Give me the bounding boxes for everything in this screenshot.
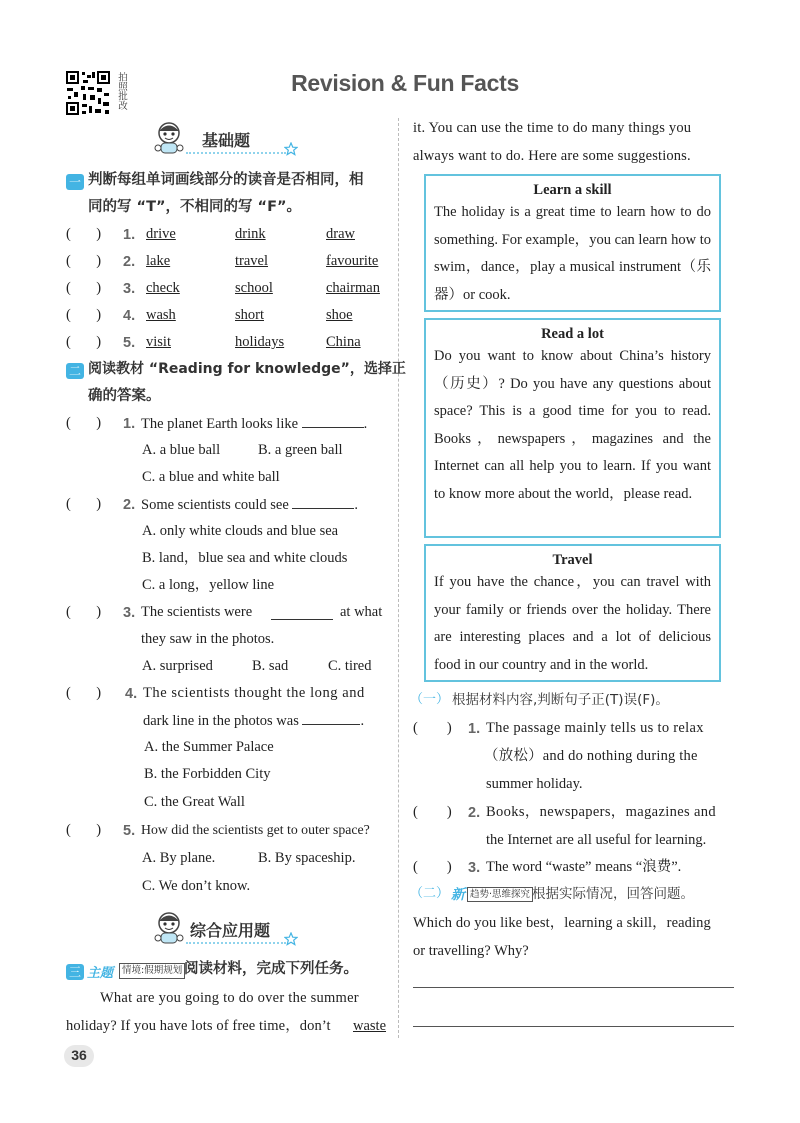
answer-line[interactable] <box>413 987 734 988</box>
option[interactable]: C. tired <box>328 658 372 674</box>
subsection-mark-1: （一） <box>410 692 450 707</box>
page-title: Revision & Fun Facts <box>291 70 519 96</box>
section-title-underline <box>186 942 286 944</box>
word: short <box>235 307 264 323</box>
box-body: The holiday is a great time to learn how to do something. For example，you can learn how to swim，dance，play a musical instrument（乐器）or cook. <box>434 204 711 303</box>
option[interactable]: A. only white clouds and blue sea <box>142 523 339 539</box>
word: chairman <box>326 280 380 296</box>
question-text: dark line in the photos was <box>143 713 299 729</box>
section-badge-3: 三 <box>66 964 84 980</box>
word: check <box>146 280 180 296</box>
option[interactable]: B. a green ball <box>258 442 343 458</box>
open-question: Which do you like best，learning a skill，reading <box>413 915 711 931</box>
subsection-mark-2: （二） <box>410 886 450 901</box>
intro-text: What are you going to do over the summer <box>100 990 359 1006</box>
option[interactable]: C. a long，yellow line <box>142 577 275 593</box>
star-icon <box>284 142 298 161</box>
item-number: 4. <box>123 308 136 324</box>
answer-bracket[interactable]: ( ) <box>66 226 102 242</box>
open-question: or travelling? Why? <box>413 943 529 959</box>
option[interactable]: A. By plane. <box>142 850 216 866</box>
q3-header: 阅读材料，完成下列任务。 <box>184 961 358 977</box>
answer-blank[interactable] <box>271 607 333 620</box>
item-number: 2. <box>123 254 136 270</box>
q2-header-line2: 确的答案。 <box>88 388 161 404</box>
item-number: 5. <box>123 823 136 839</box>
tf-header: 根据材料内容,判断句子正(T)误(F)。 <box>452 692 669 708</box>
applied-section-title: 综合应用题 <box>190 921 271 940</box>
item-number: 3. <box>123 281 136 297</box>
answer-bracket[interactable]: ( ) <box>66 822 102 838</box>
word: holidays <box>235 334 285 350</box>
word: drink <box>235 226 266 242</box>
q2-header-line1: 阅读教材 “Reading for knowledge”，选择正 <box>88 361 406 377</box>
option[interactable]: C. the Great Wall <box>144 794 245 810</box>
item-number: 2. <box>123 497 136 513</box>
period: . <box>363 416 368 432</box>
question-stem <box>141 415 367 433</box>
intro-text: it. You can use the time to do many things you <box>413 120 692 136</box>
period: . <box>360 713 365 729</box>
option[interactable]: C. We don’t know. <box>142 878 251 894</box>
intro-text: always want to do. Here are some suggestions. <box>413 148 691 164</box>
question-text: The scientists thought the long and <box>143 685 365 701</box>
answer-bracket[interactable]: ( ) <box>413 804 452 820</box>
option[interactable]: B. sad <box>252 658 289 674</box>
star-icon <box>284 932 298 951</box>
answer-blank[interactable] <box>292 496 354 509</box>
option[interactable]: A. the Summer Palace <box>144 739 274 755</box>
answer-bracket[interactable]: ( ) <box>66 496 102 512</box>
word: visit <box>146 334 171 350</box>
box-body: Do you want to know about China’s history（历史）? Do you have any questions about space? This is a good time for you to read. Books，newspapers，magazines and the Internet can all help you to learn. If you want to know more about the world，please read. <box>434 348 711 502</box>
item-number: 1. <box>123 416 136 432</box>
column-divider <box>398 118 399 1038</box>
trend-tag: 趋势·思维探究 <box>467 887 533 902</box>
section-badge-2: 二 <box>66 363 84 379</box>
answer-bracket[interactable]: ( ) <box>66 253 102 269</box>
question-text: they saw in the photos. <box>141 631 275 647</box>
box-title: Travel <box>552 552 593 568</box>
qr-code <box>65 70 111 116</box>
item-number: 4. <box>125 686 138 702</box>
answer-bracket[interactable]: ( ) <box>66 280 102 296</box>
word: favourite <box>326 253 379 269</box>
option[interactable]: B. By spaceship. <box>258 850 356 866</box>
option[interactable]: A. a blue ball <box>142 442 221 458</box>
word: school <box>235 280 273 296</box>
basic-section-title: 基础题 <box>202 131 251 150</box>
question-text: （放松）and do nothing during the <box>484 748 698 764</box>
word: wash <box>146 307 176 323</box>
question-stem <box>141 496 358 514</box>
intro-text-underlined: waste <box>353 1018 387 1034</box>
qr-caption: 拍照批改 <box>116 72 127 110</box>
answer-bracket[interactable]: ( ) <box>66 685 102 701</box>
section-badge-1: 一 <box>66 174 84 190</box>
option[interactable]: A. surprised <box>142 658 213 674</box>
new-tag: 新 <box>451 887 465 903</box>
box-title: Learn a skill <box>533 182 612 198</box>
option[interactable]: C. a blue and white ball <box>142 469 280 485</box>
mascot-icon <box>152 120 186 156</box>
word: China <box>326 334 361 350</box>
question-stem <box>143 712 364 730</box>
question-text: The planet Earth looks like <box>141 416 299 432</box>
question-text: The scientists were <box>141 604 253 620</box>
q1-header-line1: 判断每组单词画线部分的读音是否相同，相 <box>88 172 364 188</box>
open-header: 根据实际情况，回答问题。 <box>532 886 694 902</box>
question-text: The word “waste” means “浪费”. <box>486 859 682 875</box>
q1-header-line2: 同的写 “T”，不相同的写 “F”。 <box>88 199 302 215</box>
option[interactable]: B. land，blue sea and white clouds <box>142 550 348 566</box>
question-text: How did the scientists get to outer space? <box>141 822 370 837</box>
option[interactable]: B. the Forbidden City <box>144 766 271 782</box>
page-number: 36 <box>71 1047 87 1063</box>
question-text: the Internet are all useful for learning. <box>486 832 707 848</box>
answer-bracket[interactable]: ( ) <box>66 415 102 431</box>
word: travel <box>235 253 269 269</box>
box-body: If you have the chance，you can travel with your family or friends over the holiday. There are interesting places and a lot of delicious food in our country and in the world. <box>434 574 711 673</box>
item-number: 1. <box>468 721 481 737</box>
suggestion-box-learn <box>424 174 721 312</box>
question-text: Some scientists could see <box>141 497 289 513</box>
question-text: The passage mainly tells us to relax <box>486 720 704 736</box>
item-number: 2. <box>468 805 481 821</box>
answer-bracket[interactable]: ( ) <box>66 604 102 620</box>
period: . <box>354 497 359 513</box>
item-number: 5. <box>123 335 136 351</box>
box-title: Read a lot <box>541 326 604 342</box>
suggestion-box-travel <box>424 544 721 682</box>
question-text: summer holiday. <box>486 776 583 792</box>
item-number: 1. <box>123 227 136 243</box>
item-number: 3. <box>468 860 481 876</box>
answer-blank[interactable] <box>302 712 360 725</box>
answer-bracket[interactable]: ( ) <box>66 307 102 323</box>
answer-bracket[interactable]: ( ) <box>413 859 452 875</box>
answer-blank[interactable] <box>302 415 364 428</box>
item-number: 3. <box>123 605 136 621</box>
word: drive <box>146 226 176 242</box>
suggestion-box-read <box>424 318 721 538</box>
question-text: Books，newspapers，magazines and <box>486 804 716 820</box>
word: lake <box>146 253 171 269</box>
mascot-icon <box>152 910 186 946</box>
theme-tag: 主题 <box>87 966 114 981</box>
context-tag: 情境:假期规划 <box>119 963 185 979</box>
answer-bracket[interactable]: ( ) <box>413 720 452 736</box>
word: draw <box>326 226 355 242</box>
answer-line[interactable] <box>413 1026 734 1027</box>
intro-text: holiday? If you have lots of free time，don’t <box>66 1018 331 1034</box>
question-text: at what <box>340 604 383 620</box>
answer-bracket[interactable]: ( ) <box>66 334 102 350</box>
word: shoe <box>326 307 353 323</box>
section-title-underline <box>186 152 286 154</box>
